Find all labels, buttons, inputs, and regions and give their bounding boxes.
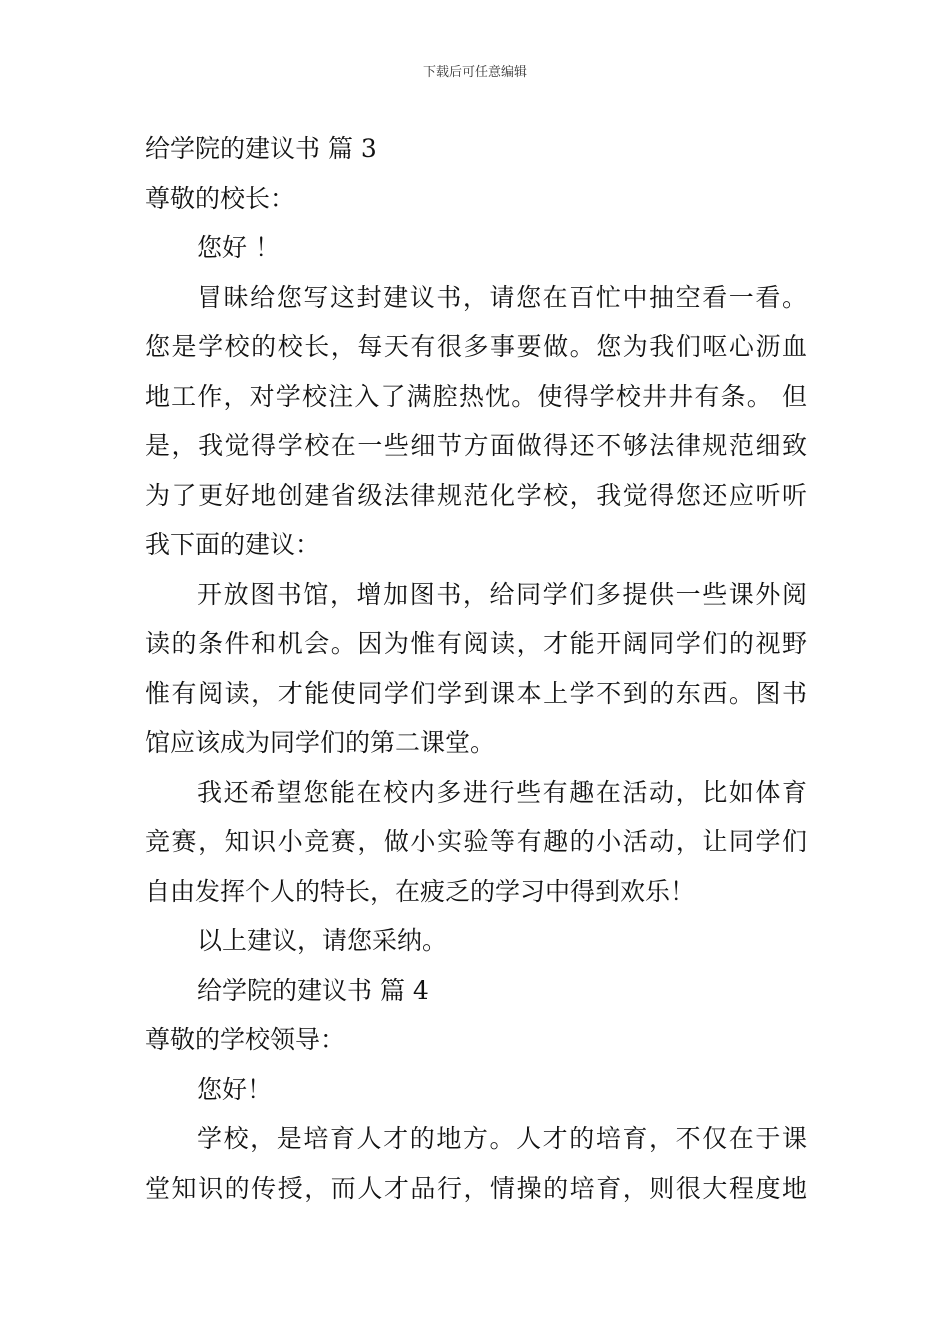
text-line: 冒昧给您写这封建议书，请您在百忙中抽空看一看。: [197, 282, 807, 312]
text-line: 给学院的建议书 篇 3: [145, 134, 377, 163]
text-line: 地工作，对学校注入了满腔热忱。使得学校井井有条。 但: [145, 381, 807, 411]
text-line: 堂知识的传授，而人才品行，情操的培育，则很大程度地: [145, 1173, 807, 1203]
text-line: 我还希望您能在校内多进行些有趣在活动，比如体育: [197, 777, 807, 807]
text-line: 是，我觉得学校在一些细节方面做得还不够法律规范细致: [145, 431, 807, 460]
text-line: 惟有阅读，才能使同学们学到课本上学不到的东西。图书: [145, 678, 807, 708]
document-body: [145, 124, 807, 1213]
text-line: 我下面的建议：: [145, 530, 321, 559]
text-line: 读的条件和机会。因为惟有阅读，才能开阔同学们的视野: [145, 629, 807, 658]
text-line: 开放图书馆，增加图书，给同学们多提供一些课外阅: [197, 579, 807, 609]
text-line: 学校，是培育人才的地方。人才的培育，不仅在于课: [197, 1124, 807, 1153]
text-line: 尊敬的校长：: [145, 183, 296, 213]
text-line: 馆应该成为同学们的第二课堂。: [145, 728, 496, 757]
text-line: 以上建议，请您采纳。: [197, 926, 448, 955]
page-header-note: 下载后可任意编辑: [422, 65, 527, 80]
text-line: 给学院的建议书 篇 4: [197, 975, 429, 1005]
text-line: 尊敬的学校领导：: [145, 1025, 346, 1054]
text-line: 您好！: [197, 1074, 273, 1104]
text-line: 您好 ！: [197, 233, 280, 262]
text-line: 自由发挥个人的特长，在疲乏的学习中得到欢乐！: [145, 876, 696, 906]
text-line: 您是学校的校长，每天有很多事要做。您为我们呕心沥血: [145, 332, 807, 361]
text-line: 竞赛，知识小竞赛，做小实验等有趣的小活动，让同学们: [145, 827, 807, 856]
text-line: 为了更好地创建省级法律规范化学校，我觉得您还应听听: [145, 480, 807, 510]
